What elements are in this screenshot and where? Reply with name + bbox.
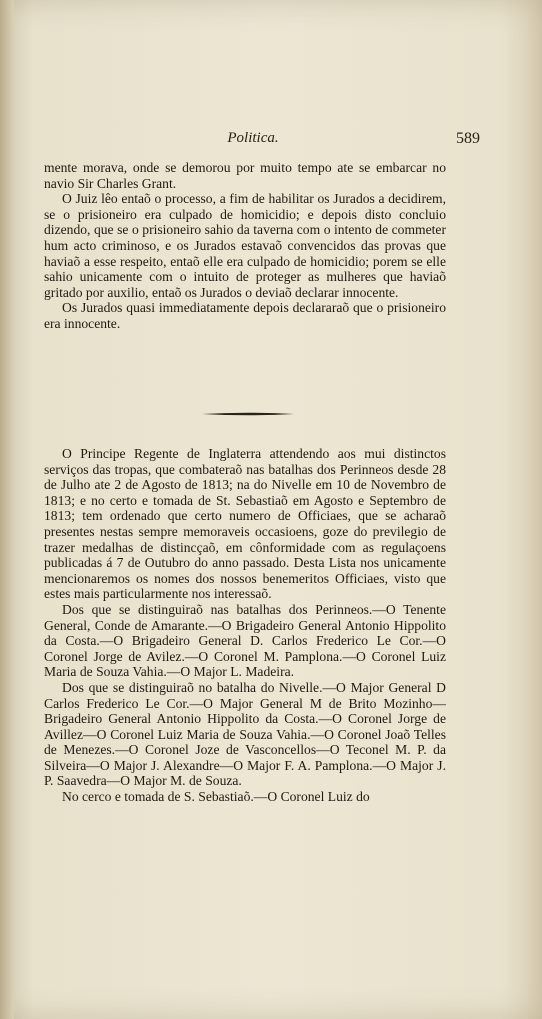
paragraph: mente morava, onde se demorou por muito tempo ate se embarcar no navio Sir Charles Grant. (44, 160, 446, 191)
running-title: Politica. (227, 130, 279, 146)
page-gutter (0, 0, 14, 1019)
paragraph: Dos que se distinguiraõ no batalha do Nivelle.—O Major General D Carlos Frederico Le Cor.—O Major General M de Brito Mozinho—Brigadeiro General Antonio Hippolito da Costa.—O Coronel Jorge de Avillez—O Coronel Luiz Maria de Souza Vahia.—O Coronel Joaõ Telles de Menezes.—O Coronel Joze de Vasconcellos—O Teconel M. P. da Silveira—O Major J. Alexandre—O Major F. A. Pamplona.—O Major J. P. Saavedra—O Major M. de Souza. (44, 679, 446, 789)
paragraph: Os Jurados quasi immediatamente depois declararaõ que o prisioneiro era innocente. (44, 300, 446, 331)
paragraph: No cerco e tomada de S. Sebastiaõ.—O Coronel Luiz do (62, 789, 370, 805)
paragraph: Dos que se distinguiraõ nas batalhas dos Perinneos.—O Tenente General, Conde de Amarante.—O Brigadeiro General Antonio Hippolito da Costa.—O Brigadeiro General D. Carlos Frederico Le Cor.—O Coronel Jorge de Avilez.—O Coronel M. Pamplona.—O Coronel Luiz Maria de Souza Vahia.—O Major L. Madeira. (44, 601, 446, 680)
article-medals (44, 446, 446, 805)
paragraph: O Juiz lêo entaõ o processo, a fim de habilitar os Jurados a decidirem, se o prisioneiro era culpado de homicidio; e depois disto concluio dizendo, que se o prisioneiro sahio da taverna com o intento de commeter hum acto criminoso, e os Jurados estavaõ convencidos das provas que haviaõ a esse respeito, entaõ elle era culpado de homicidio; porem se elle sahio unicamente com o intuito de proteger as mulheres que haviaõ gritado por auxilio, entaõ os Jurados o deviaõ declarar innocente. (44, 191, 446, 300)
section-divider-ornament (202, 412, 294, 416)
page-header (44, 130, 480, 150)
article-court-case (44, 160, 446, 332)
page-number: 589 (456, 130, 480, 147)
paragraph: O Principe Regente de Inglaterra attendendo aos mui distinctos serviços das tropas, que combateraõ nas batalhas dos Perinneos desde 28 de Julho ate 2 de Agosto de 1813; na do Nivelle em 10 de Novembro de 1813; e no certo e tomada de St. Sebastiaõ em Agosto e Septembro de 1813; tem ordenado que certo numero de Officiaes, que se acharaõ presentes nestas sempre memoraveis occasioens, goze do previlegio de trazer medalhas de distincçaõ, em cônformidade com as regulaçoens publicadas á 7 de Outubro do anno passado. Desta Lista nos unicamente mencionaremos os nomes dos nossos benemeritos Officiaes, visto que estes mais particularmente nos interessaõ. (44, 446, 446, 602)
